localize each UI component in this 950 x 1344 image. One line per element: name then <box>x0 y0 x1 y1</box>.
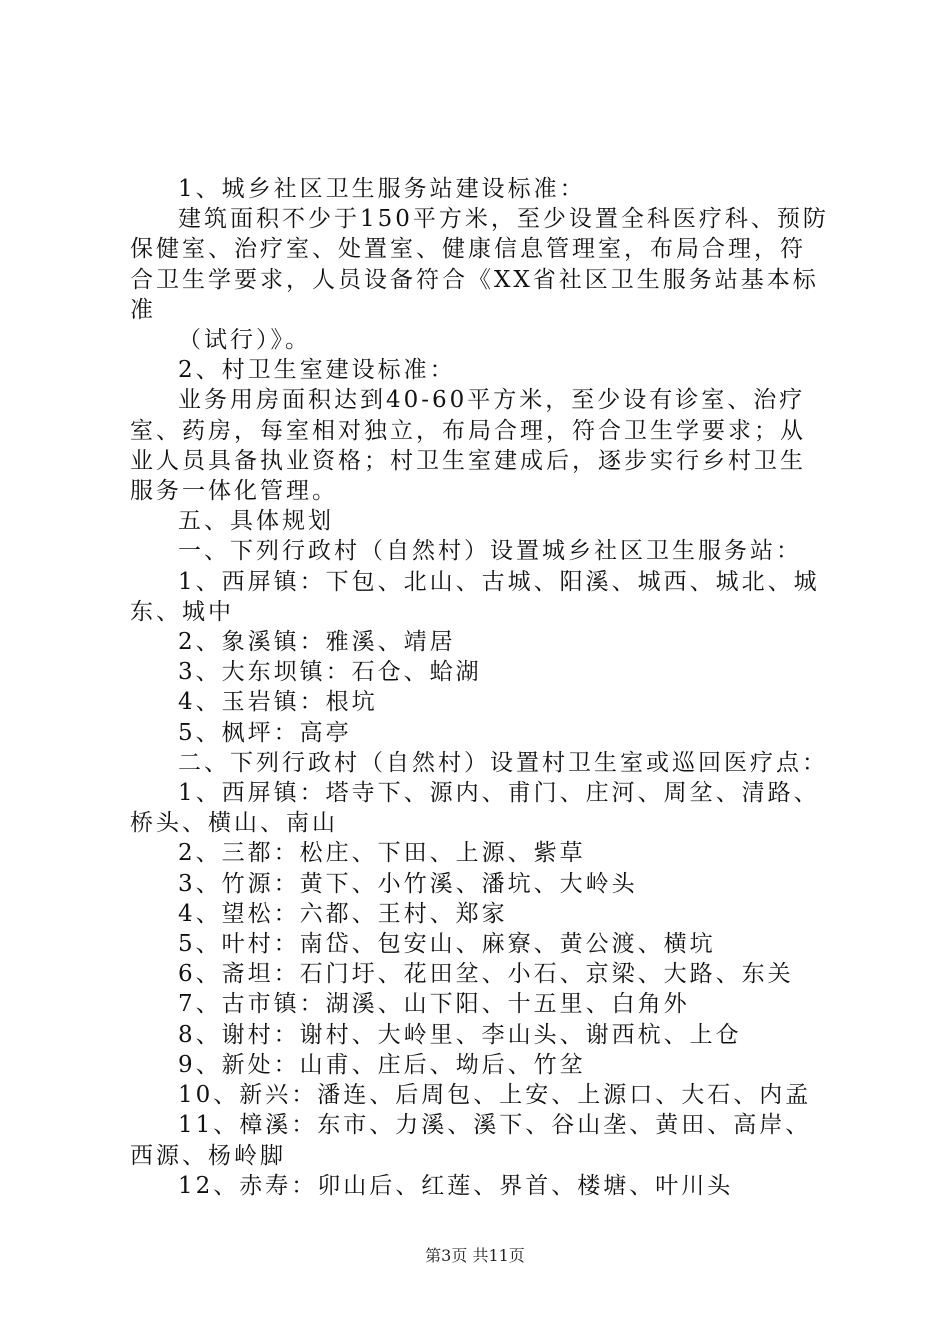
list-item: 11、樟溪：东市、力溪、溪下、谷山垄、黄田、高岸、西源、杨岭脚 <box>130 1112 812 1169</box>
list-item: 6、斋坦：石门圩、花田坌、小石、京梁、大路、东关 <box>178 961 794 988</box>
list-item: 4、玉岩镇：根坑 <box>178 689 378 716</box>
list-item: 2、三都：松庄、下田、上源、紫草 <box>178 840 586 867</box>
heading-village-clinic-standard: 2、村卫生室建设标准： <box>178 357 456 384</box>
list-heading-community-stations: 一、下列行政村（自然村）设置城乡社区卫生服务站： <box>178 538 802 565</box>
list-item: 1、西屏镇：塔寺下、源内、甫门、庄河、周坌、清路、桥头、横山、南山 <box>130 780 820 837</box>
list-item: 12、赤寿：卯山后、红莲、界首、楼塘、叶川头 <box>178 1172 734 1199</box>
paragraph-community-station-details: 建筑面积不少于150平方米，至少设置全科医疗科、预防保健室、治疗室、处置室、健康信息管理室，布局合理，符合卫生学要求，人员设备符合《XX省社区卫生服务站基本标准 <box>130 206 829 323</box>
list-item: 8、谢村：谢村、大岭里、李山头、谢西杭、上仓 <box>178 1021 742 1048</box>
list-heading-village-clinics: 二、下列行政村（自然村）设置村卫生室或巡回医疗点： <box>178 749 828 776</box>
paragraph-trial-note: （试行）》。 <box>178 327 311 354</box>
list-item: 3、大东坝镇：石仓、蛤湖 <box>178 659 482 686</box>
list-item: 4、望松：六都、王村、郑家 <box>178 900 508 927</box>
list-item: 5、枫坪：高亭 <box>178 719 352 746</box>
list-item: 7、古市镇：湖溪、山下阳、十五里、白角外 <box>178 991 690 1018</box>
list-item: 3、竹源：黄下、小竹溪、潘坑、大岭头 <box>178 870 638 897</box>
page-number-footer: 第3页 共11页 <box>425 1246 525 1265</box>
list-item: 5、叶村：南岱、包安山、麻寮、黄公渡、横坑 <box>178 931 716 958</box>
list-item: 2、象溪镇：雅溪、靖居 <box>178 629 456 656</box>
section-heading-plan: 五、具体规划 <box>178 508 334 535</box>
heading-community-station-standard: 1、城乡社区卫生服务站建设标准： <box>178 176 586 202</box>
paragraph-village-clinic-details: 业务用房面积达到40-60平方米，至少设有诊室、治疗室、药房，每室相对独立，布局合理，符合卫生学要求；从业人员具备执业资格；村卫生室建成后，逐步实行乡村卫生服务一体化管理。 <box>130 387 806 505</box>
list-item: 1、西屏镇：下包、北山、古城、阳溪、城西、城北、城东、城中 <box>130 568 820 625</box>
list-item: 10、新兴：潘连、后周包、上安、上源口、大石、内孟 <box>178 1082 812 1109</box>
list-item: 9、新处：山甫、庄后、坳后、竹坌 <box>178 1051 586 1078</box>
document-body <box>130 174 830 1201</box>
